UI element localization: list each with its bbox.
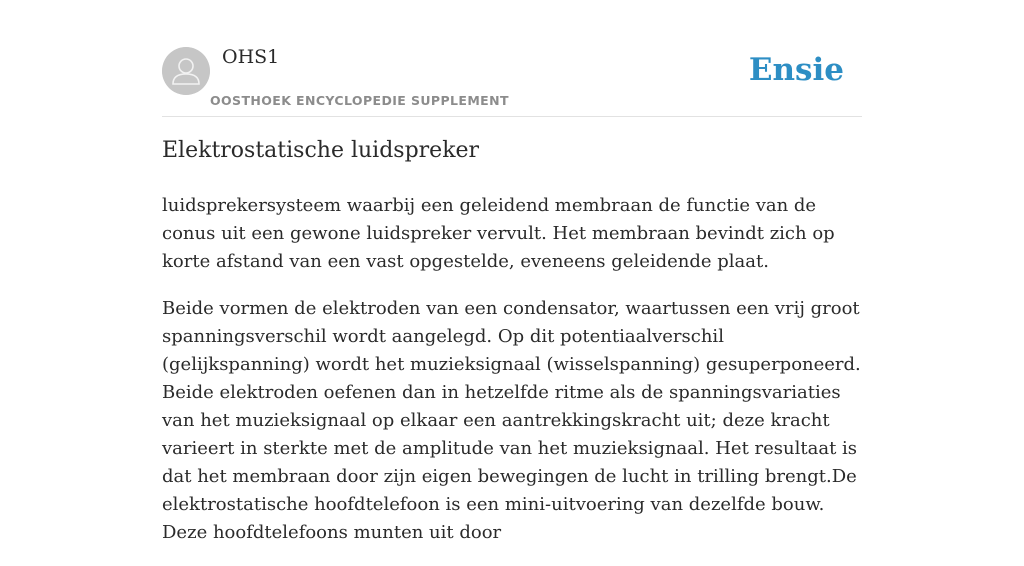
author-name[interactable]: OHS1 <box>222 46 280 68</box>
avatar[interactable] <box>162 47 210 95</box>
source-label[interactable]: OOSTHOEK ENCYCLOPEDIE SUPPLEMENT <box>210 93 509 108</box>
paragraph: luidsprekersysteem waarbij een geleidend membraan de functie van de conus uit een gewone luidspreker vervult. Het membraan bevindt zich op korte afstand van een vast opgestelde, eveneens geleidende plaat. <box>162 195 835 272</box>
page <box>162 0 862 543</box>
article-title: Elektrostatische luidspreker <box>162 138 480 163</box>
article-body <box>162 192 862 566</box>
brand-logo[interactable]: Ensie <box>748 52 844 88</box>
paragraph: Beide vormen de elektroden van een condensator, waartussen een vrij groot spanningsverschil wordt aangelegd. Op dit potentiaalverschil (gelijkspanning) wordt het muzieksignaal (wisselspanning) gesuperponeerd. Beide elektroden oefenen dan in hetzelfde ritme als de spanningsvariaties van het muzieksignaal op elkaar een aantrekkingskracht uit; deze kracht varieert in sterkte met de amplitude van het muzieksignaal. Het resultaat is dat het membraan door zijn eigen bewegingen de lucht in trilling brengt.De elektrostatische hoofdtelefoon is een mini-uitvoering van dezelfde bouw. Deze hoofdtelefoons munten uit door <box>162 298 861 543</box>
header <box>162 0 862 117</box>
user-silhouette-icon <box>162 47 210 95</box>
